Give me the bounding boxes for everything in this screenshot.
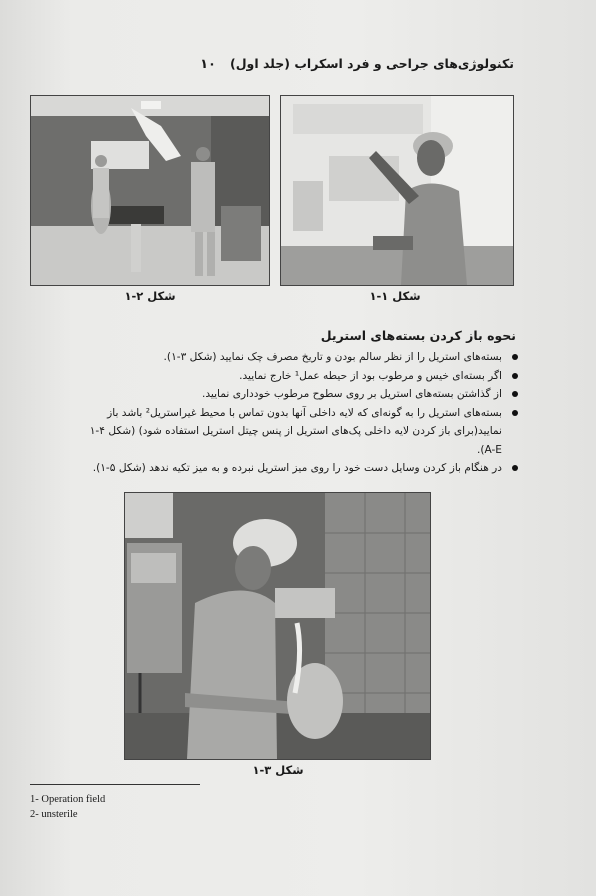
figure-operating-room-photo	[30, 95, 270, 286]
list-item: در هنگام باز کردن وسایل دست خود را روی میز استریل نبرده و به میز تکیه ندهد (شکل ۵-۱).	[78, 459, 518, 478]
footnote: 1- Operation field	[30, 794, 106, 805]
figure-staff-board-photo	[280, 95, 514, 286]
section-title: نحوه باز کردن بسته‌های استریل	[320, 328, 516, 343]
instruction-list	[78, 348, 518, 478]
running-title: تکنولوژی‌های جراحی و فرد اسکراب (جلد اول)	[229, 56, 514, 71]
figure-caption: شکل ۲-۱	[124, 289, 176, 303]
figure-caption: شکل ۳-۱	[252, 763, 304, 777]
list-item: از گذاشتن بسته‌های استریل بر روی سطوح مرطوب خودداری نمایید.	[78, 385, 518, 404]
page-number: ۱۰	[200, 57, 216, 72]
list-item: اگر بسته‌ای خیس و مرطوب بود از حیطه عمل¹ خارج نمایید.	[78, 367, 518, 386]
footnotes	[30, 792, 105, 822]
list-item: بسته‌های استریل را از نظر سالم بودن و تاریخ مصرف چک نمایید (شکل ۳-۱).	[78, 348, 518, 367]
footnote: 2- unsterile	[30, 809, 78, 820]
figure-caption: شکل ۱-۱	[369, 289, 421, 303]
list-item: بسته‌های استریل را به گونه‌ای که لایه داخلی آنها بدون تماس با محیط غیراستریل² باشد باز نمایید(برای باز کردن لایه داخلی پک‌های استریل از پنس چیتل استریل استفاده شود) (شکل ۴-۱ A-E).	[78, 404, 518, 460]
page-header	[200, 56, 514, 72]
figure-sterile-package-photo	[124, 492, 431, 760]
footnote-divider	[30, 784, 200, 785]
